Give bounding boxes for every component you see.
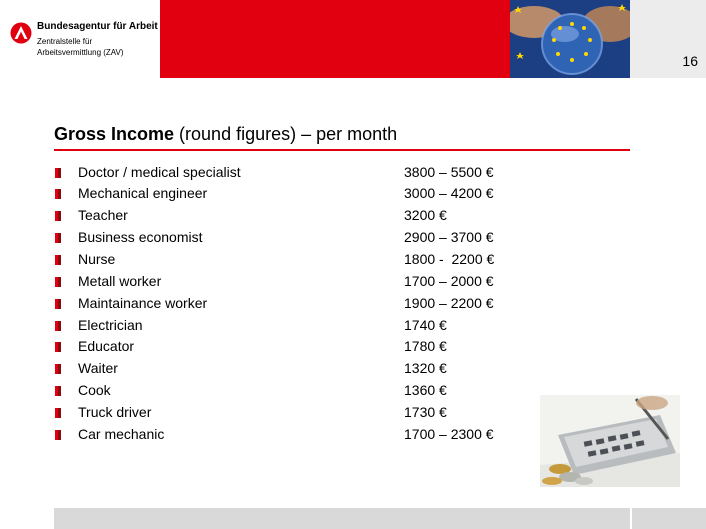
income-range: 1320 €	[404, 360, 447, 376]
income-range: 2900 – 3700 €	[404, 229, 494, 245]
job-title: Metall worker	[78, 273, 162, 289]
income-range: 1780 €	[404, 338, 447, 354]
list-item	[0, 358, 706, 380]
job-title: Maintainance worker	[78, 295, 208, 311]
bullet-icon	[55, 430, 61, 440]
bullet-icon	[55, 342, 61, 352]
income-range: 1740 €	[404, 317, 447, 333]
list-item	[0, 183, 706, 205]
bullet-icon	[55, 386, 61, 396]
bullet-icon	[55, 211, 61, 221]
bullet-icon	[55, 233, 61, 243]
job-title: Truck driver	[78, 404, 152, 420]
bullet-icon	[55, 189, 61, 199]
footer-bar	[54, 508, 630, 529]
job-title: Doctor / medical specialist	[78, 164, 241, 180]
job-title: Car mechanic	[78, 426, 165, 442]
list-item	[0, 336, 706, 358]
job-title: Mechanical engineer	[78, 185, 208, 201]
income-range: 1700 – 2300 €	[404, 426, 494, 442]
list-item	[0, 271, 706, 293]
agency-logo	[10, 20, 170, 70]
list-item	[0, 293, 706, 315]
list-item	[0, 315, 706, 337]
list-item	[0, 162, 706, 184]
list-item	[0, 205, 706, 227]
income-range: 3000 – 4200 €	[404, 185, 494, 201]
page-number: 16	[682, 53, 698, 69]
org-subtitle: Zentralstelle für Arbeitsvermittlung (ZAV)	[37, 37, 124, 57]
header-red-band	[160, 0, 510, 78]
bullet-icon	[55, 277, 61, 287]
bullet-icon	[55, 299, 61, 309]
income-range: 3200 €	[404, 207, 447, 223]
bullet-icon	[55, 168, 61, 178]
income-range: 1800 - 2200 €	[404, 251, 495, 267]
job-title: Cook	[78, 382, 111, 398]
bullet-icon	[55, 408, 61, 418]
bullet-icon	[55, 321, 61, 331]
income-range: 1900 – 2200 €	[404, 295, 494, 311]
calculator-coins-image	[540, 395, 680, 487]
agency-logo-icon	[10, 22, 32, 44]
job-title: Educator	[78, 338, 135, 354]
slide-title	[54, 124, 397, 145]
job-title: Nurse	[78, 251, 116, 267]
list-item	[0, 227, 706, 249]
income-range: 3800 – 5500 €	[404, 164, 494, 180]
org-name: Bundesagentur für Arbeit	[37, 21, 158, 32]
globe-hands-image	[510, 0, 630, 78]
bullet-icon	[55, 255, 61, 265]
title-underline	[54, 149, 630, 151]
job-title: Waiter	[78, 360, 118, 376]
job-title: Electrician	[78, 317, 143, 333]
bullet-icon	[55, 364, 61, 374]
job-title: Business economist	[78, 229, 203, 245]
footer-bar-right	[632, 508, 706, 529]
income-range: 1360 €	[404, 382, 447, 398]
title-bold: Gross Income	[54, 124, 175, 144]
list-item	[0, 249, 706, 271]
job-title: Teacher	[78, 207, 128, 223]
income-range: 1730 €	[404, 404, 447, 420]
title-rest: (round figures) – per month	[174, 124, 398, 144]
income-range: 1700 – 2000 €	[404, 273, 494, 289]
